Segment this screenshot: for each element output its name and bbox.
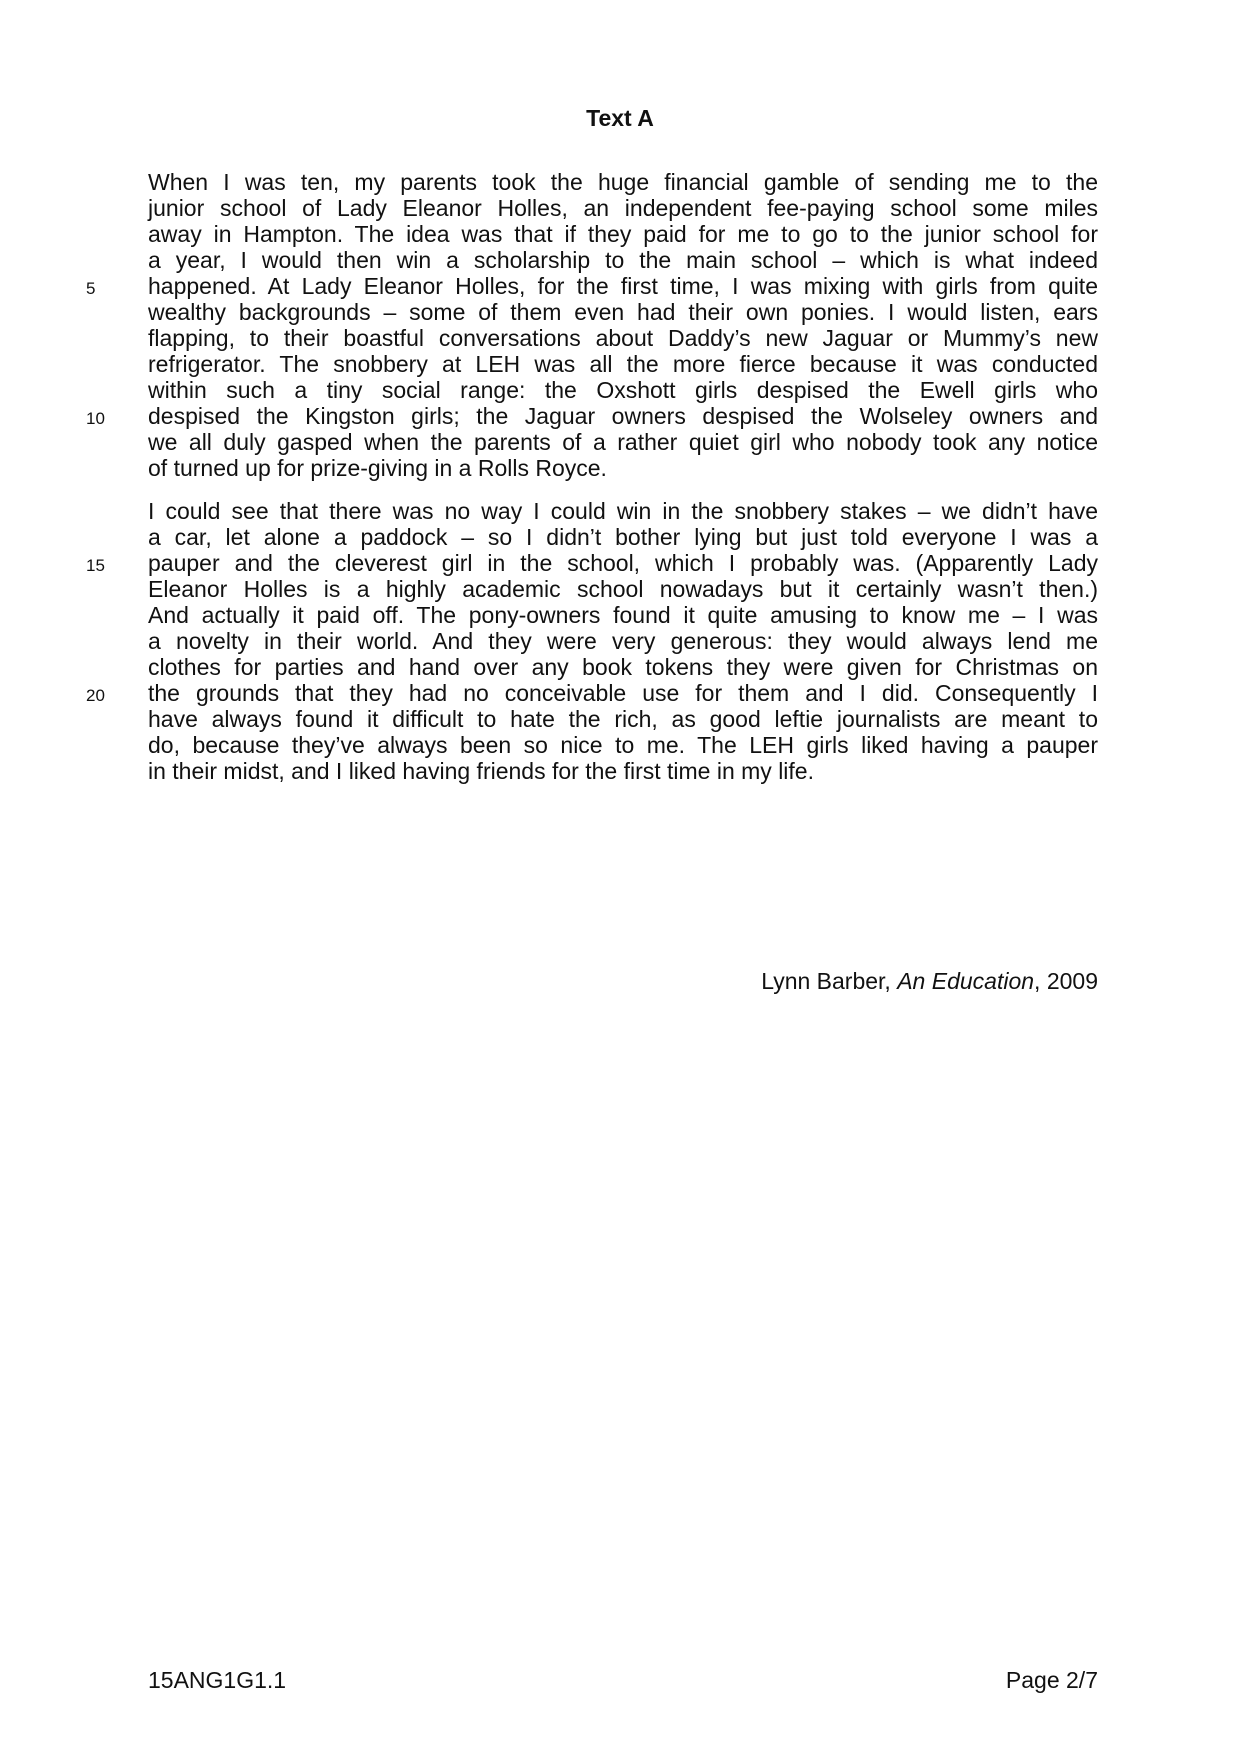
text-line: a novelty in their world. And they were very generous: they would always lend me	[148, 628, 1098, 654]
text-line: a car, let alone a paddock – so I didn’t bother lying but just told everyone I was a	[148, 524, 1098, 550]
citation-year: , 2009	[1034, 968, 1098, 994]
text-line: I could see that there was no way I could win in the snobbery stakes – we didn’t have	[148, 498, 1098, 524]
text-line: away in Hampton. The idea was that if they paid for me to go to the junior school for	[148, 221, 1098, 247]
text-line: junior school of Lady Eleanor Holles, an independent fee-paying school some miles	[148, 195, 1098, 221]
text-line: within such a tiny social range: the Oxshott girls despised the Ewell girls who	[148, 377, 1098, 403]
citation-author: Lynn Barber,	[761, 968, 898, 994]
text-line: wealthy backgrounds – some of them even had their own ponies. I would listen, ears	[148, 299, 1098, 325]
text-line: flapping, to their boastful conversations about Daddy’s new Jaguar or Mummy’s new	[148, 325, 1098, 351]
text-line: a year, I would then win a scholarship to the main school – which is what indeed	[148, 247, 1098, 273]
line-number: 20	[86, 686, 105, 705]
text-line: have always found it difficult to hate the rich, as good leftie journalists are meant to	[148, 706, 1098, 732]
text-line: And actually it paid off. The pony-owners found it quite amusing to know me – I was	[148, 602, 1098, 628]
text-line: Eleanor Holles is a highly academic school nowadays but it certainly wasn’t then.)	[148, 576, 1098, 602]
text-line: the grounds that they had no conceivable use for them and I did. Consequently I	[148, 680, 1098, 706]
line-number: 10	[86, 409, 105, 428]
page-number: Page 2/7	[1005, 1667, 1098, 1693]
line-number: 5	[86, 279, 96, 298]
text-line: do, because they’ve always been so nice to me. The LEH girls liked having a pauper	[148, 732, 1098, 758]
document-code: 15ANG1G1.1	[148, 1667, 287, 1693]
text-line: of turned up for prize-giving in a Rolls Royce.	[148, 455, 607, 481]
text-line: despised the Kingston girls; the Jaguar owners despised the Wolseley owners and	[148, 403, 1098, 429]
source-citation	[761, 967, 1098, 996]
text-line: we all duly gasped when the parents of a rather quiet girl who nobody took any notice	[148, 429, 1098, 455]
text-line: happened. At Lady Eleanor Holles, for the first time, I was mixing with girls from quite	[148, 273, 1098, 299]
line-number: 15	[86, 556, 105, 575]
text-line: in their midst, and I liked having friends for the first time in my life.	[148, 758, 814, 784]
text-line: When I was ten, my parents took the huge financial gamble of sending me to the	[148, 169, 1098, 195]
text-line: pauper and the cleverest girl in the school, which I probably was. (Apparently Lady	[148, 550, 1098, 576]
citation-work-title: An Education	[897, 968, 1035, 994]
document-title: Text A	[586, 105, 654, 131]
text-line: clothes for parties and hand over any book tokens they were given for Christmas on	[148, 654, 1098, 680]
text-line: refrigerator. The snobbery at LEH was all the more fierce because it was conducted	[148, 351, 1098, 377]
